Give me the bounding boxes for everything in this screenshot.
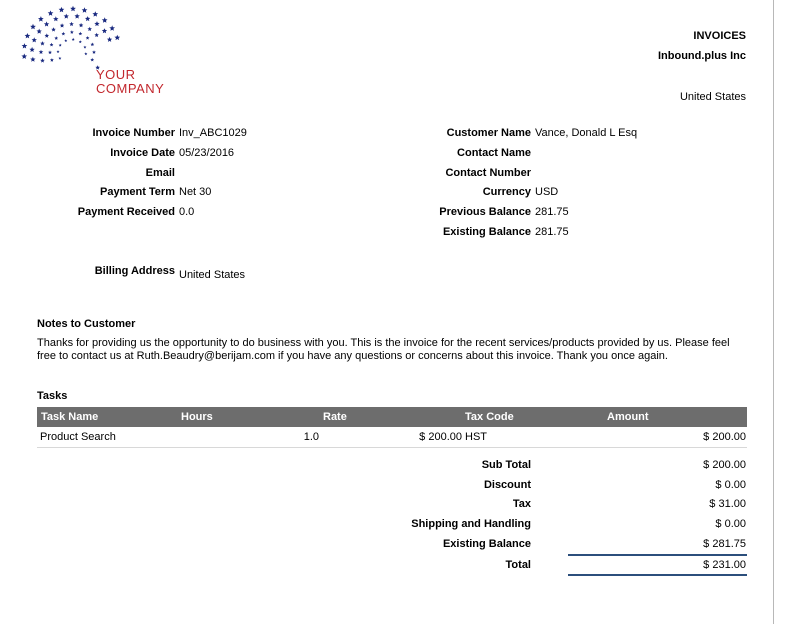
col-tax-code: Tax Code <box>465 411 514 423</box>
tasks-title: Tasks <box>37 390 68 402</box>
invoice-date-value: 05/23/2016 <box>179 147 235 159</box>
summary-existing-balance-label: Existing Balance <box>442 538 531 550</box>
col-amount: Amount <box>607 411 649 423</box>
email-label: Email <box>145 167 175 179</box>
company-logo <box>0 0 200 118</box>
payment-term-label: Payment Term <box>100 186 175 198</box>
col-hours: Hours <box>181 411 213 423</box>
cell-amount: $ 200.00 <box>703 431 746 443</box>
cell-rate: $ 200.00 <box>419 431 462 443</box>
existing-balance-label: Existing Balance <box>442 226 531 238</box>
logo-line1: YOUR <box>96 67 136 82</box>
customer-name-value: Vance, Donald L Esq <box>535 127 638 139</box>
existing-balance-value: 281.75 <box>535 226 569 238</box>
globe-stars-icon <box>0 0 200 118</box>
company-country: United States <box>679 91 746 103</box>
previous-balance-label: Previous Balance <box>439 206 531 218</box>
logo-text <box>96 68 164 96</box>
discount-value: $ 0.00 <box>715 479 746 491</box>
customer-name-label: Customer Name <box>446 127 531 139</box>
cell-hours: 1.0 <box>303 431 319 443</box>
cell-task-name: Product Search <box>40 431 116 443</box>
billing-address-value: United States <box>179 269 246 281</box>
summary-existing-balance-value: $ 281.75 <box>703 538 746 550</box>
logo-line2: COMPANY <box>96 81 165 96</box>
contact-number-label: Contact Number <box>445 167 531 179</box>
subtotal-label: Sub Total <box>481 459 531 471</box>
col-rate: Rate <box>323 411 347 423</box>
currency-label: Currency <box>482 186 531 198</box>
tasks-table-header <box>37 407 747 427</box>
payment-received-label: Payment Received <box>77 206 175 218</box>
invoice-number-label: Invoice Number <box>92 127 175 139</box>
notes-body <box>37 337 737 362</box>
company-name: Inbound.plus Inc <box>658 50 746 62</box>
notes-title: Notes to Customer <box>37 318 136 330</box>
payment-term-value: Net 30 <box>179 186 212 198</box>
payment-received-value: 0.0 <box>179 206 195 218</box>
currency-value: USD <box>535 186 559 198</box>
previous-balance-value: 281.75 <box>535 206 569 218</box>
invoice-date-label: Invoice Date <box>110 147 175 159</box>
total-value: $ 231.00 <box>703 559 746 571</box>
total-rule-bottom <box>568 574 747 576</box>
subtotal-value: $ 200.00 <box>703 459 746 471</box>
total-label: Total <box>505 559 531 571</box>
tax-value: $ 31.00 <box>709 498 746 510</box>
row-divider <box>37 447 747 448</box>
contact-name-label: Contact Name <box>457 147 531 159</box>
cell-tax-code: HST <box>465 431 487 443</box>
discount-label: Discount <box>483 479 531 491</box>
document-type: INVOICES <box>693 30 746 42</box>
shipping-value: $ 0.00 <box>715 518 746 530</box>
tax-label: Tax <box>512 498 531 510</box>
total-rule-top <box>568 554 747 556</box>
invoice-number-value: Inv_ABC1029 <box>179 127 247 139</box>
shipping-label: Shipping and Handling <box>411 518 531 530</box>
col-task-name: Task Name <box>41 411 99 423</box>
notes-line2: free to contact us at Ruth.Beaudry@berijam.com if you have any questions or concerns about this invoice. Thank you once again. <box>37 349 668 362</box>
billing-address-label: Billing Address <box>94 265 175 277</box>
page-right-border <box>773 0 774 624</box>
notes-line1: Thanks for providing us the opportunity to do business with you. This is the invoice for the recent services/products provided by us. Please feel <box>37 337 730 349</box>
